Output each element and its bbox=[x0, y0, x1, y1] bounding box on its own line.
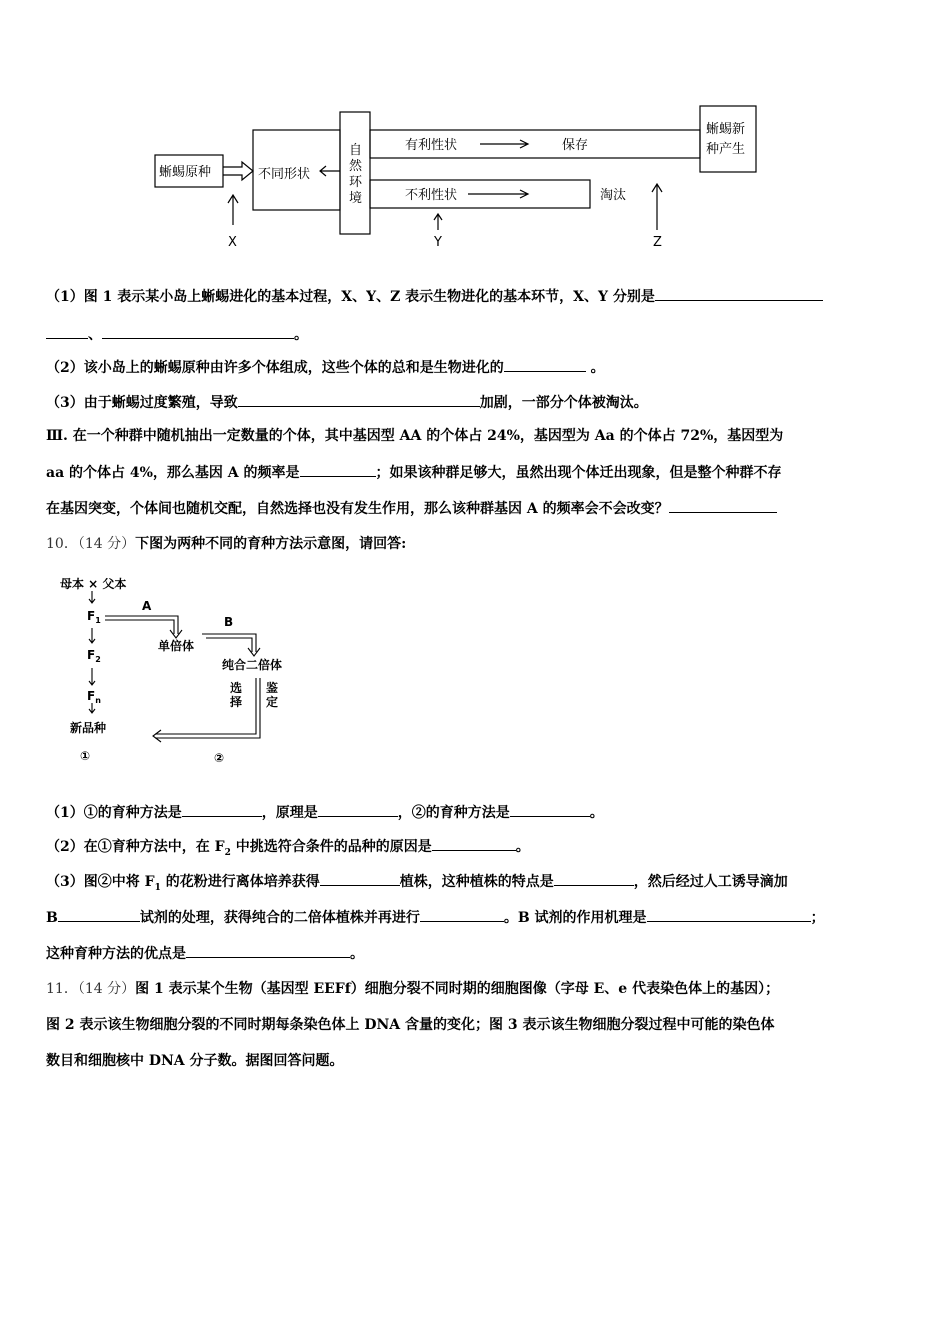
q10-p4-text-a: B bbox=[46, 910, 58, 926]
answer-blank[interactable] bbox=[58, 907, 140, 922]
answer-blank[interactable] bbox=[647, 907, 811, 922]
answer-blank[interactable] bbox=[655, 286, 823, 301]
homozygous-diploid-label: 纯合二倍体 bbox=[222, 658, 283, 672]
q9-III-text-b1: aa 的个体占 4%，那么基因 A 的频率是 bbox=[46, 465, 300, 481]
q10-p3-text-a: （3）图②中将 F bbox=[46, 874, 155, 890]
q11-number: 11．（14 分） bbox=[46, 981, 136, 997]
evolution-diagram bbox=[150, 100, 770, 260]
answer-blank[interactable] bbox=[186, 943, 350, 958]
q10-part3-line1 bbox=[46, 871, 906, 898]
q11-text-2: 图 2 表示该生物细胞分裂的不同时期每条染色体上 DNA 含量的变化；图 3 表示该生物细胞分裂过程中可能的染色体 bbox=[46, 1017, 775, 1033]
original-species-label: 蜥蜴原种 bbox=[159, 165, 212, 180]
favorable-label: 有利性状 bbox=[405, 138, 458, 153]
unfavorable-label: 不利性状 bbox=[405, 188, 458, 203]
q10-p2-text-c: 。 bbox=[515, 839, 530, 855]
eliminate-label: 淘汰 bbox=[600, 188, 627, 203]
different-traits-label: 不同形状 bbox=[258, 167, 311, 182]
q11-text-1: 图 1 表示某个生物（基因型 EEFf）细胞分裂不同时期的细胞图像（字母 E、e 代表染色体上的基因）； bbox=[135, 981, 780, 997]
answer-blank[interactable] bbox=[46, 324, 88, 339]
environment-label-3: 环 bbox=[349, 175, 363, 190]
q11-line1 bbox=[46, 979, 906, 999]
answer-blank[interactable] bbox=[320, 871, 400, 886]
q10-p3-text-d: ，然后经过人工诱导滴加 bbox=[633, 874, 788, 890]
answer-blank[interactable] bbox=[504, 357, 586, 372]
label-a: A bbox=[142, 599, 152, 613]
parents-label: 母本 × 父本 bbox=[60, 577, 127, 591]
q9-III-line3 bbox=[46, 498, 906, 519]
identify-label-1: 鉴 bbox=[266, 681, 279, 695]
environment-label-1: 自 bbox=[349, 143, 363, 158]
q10-p1-text-c: ，②的育种方法是 bbox=[397, 805, 510, 821]
q10-p5-text-a: 这种育种方法的优点是 bbox=[46, 946, 186, 962]
q11-line3 bbox=[46, 1051, 906, 1071]
breeding-diagram bbox=[50, 570, 310, 770]
answer-blank[interactable] bbox=[420, 907, 504, 922]
f1-label: $F_1$ bbox=[87, 609, 101, 625]
q9-p1-sep: 、 bbox=[88, 327, 102, 343]
new-species-label-2: 种产生 bbox=[706, 142, 746, 157]
q9-p1-end: 。 bbox=[294, 327, 308, 343]
q10-p2-text-b: 中挑选符合条件的品种的原因是 bbox=[230, 839, 432, 855]
q9-part1-line2 bbox=[46, 324, 906, 345]
q9-p1-text: （1）图 1 表示某小岛上蜥蜴进化的基本过程，X、Y、Z 表示生物进化的基本环节，X、Y 分别是 bbox=[46, 289, 655, 305]
identify-label-2: 定 bbox=[266, 695, 279, 709]
q10-p3-subscript: 1 bbox=[154, 882, 161, 893]
q10-p2-subscript: 2 bbox=[224, 847, 231, 858]
q9-III-text-c: 在基因突变，个体间也随机交配，自然选择也没有发生作用，那么该种群基因 A 的频率会不会改变？ bbox=[46, 501, 669, 517]
q9-p2-text: （2）该小岛上的蜥蜴原种由许多个体组成，这些个体的总和是生物进化的 bbox=[46, 360, 504, 376]
answer-blank[interactable] bbox=[300, 462, 376, 477]
q9-III-line1 bbox=[46, 426, 906, 446]
q10-p4-text-b: 试剂的处理，获得纯合的二倍体植株并再进行 bbox=[139, 910, 420, 926]
q10-p5-text-b: 。 bbox=[350, 946, 364, 962]
q10-p4-text-c: 。B 试剂的作用机理是 bbox=[503, 910, 647, 926]
q10-title: 下图为两种不同的育种方法示意图，请回答: bbox=[135, 536, 407, 552]
q10-p3-text-b: 的花粉进行离体培养获得 bbox=[160, 874, 320, 890]
q9-part3 bbox=[46, 392, 906, 413]
environment-label-4: 境 bbox=[349, 191, 363, 206]
method-2-label: ② bbox=[214, 751, 225, 765]
q9-p3-text: （3）由于蜥蜴过度繁殖，导致 bbox=[46, 395, 238, 411]
q10-number: 10．（14 分） bbox=[46, 536, 136, 552]
q10-p2-text-a: （2）在①育种方法中，在 F bbox=[46, 839, 225, 855]
answer-blank[interactable] bbox=[238, 392, 480, 407]
q11-line2 bbox=[46, 1015, 906, 1035]
f2-label: $F_2$ bbox=[87, 648, 101, 664]
q10-p3-text-c: 植株，这种植株的特点是 bbox=[399, 874, 554, 890]
q10-heading bbox=[46, 534, 906, 554]
q10-part1 bbox=[46, 802, 906, 823]
q10-p1-text-a: （1）①的育种方法是 bbox=[46, 805, 182, 821]
q9-III-line2 bbox=[46, 462, 906, 483]
new-species-label-1: 蜥蜴新 bbox=[706, 122, 746, 137]
environment-label-2: 然 bbox=[349, 159, 363, 174]
answer-blank[interactable] bbox=[318, 802, 398, 817]
new-variety-label: 新品种 bbox=[70, 721, 107, 735]
fn-label: $F_n$ bbox=[87, 689, 101, 705]
haploid-label: 单倍体 bbox=[158, 639, 195, 653]
q9-p2-end: 。 bbox=[585, 360, 605, 376]
method-1-label: ① bbox=[80, 749, 91, 763]
q9-III-text-b2: ；如果该种群足够大，虽然出现个体迁出现象，但是整个种群不存 bbox=[375, 465, 782, 481]
new-species-box bbox=[700, 106, 756, 172]
x-label: X bbox=[228, 235, 237, 250]
q9-part1-line1 bbox=[46, 286, 906, 307]
q10-p4-text-d: ； bbox=[810, 910, 825, 926]
q10-p1-text-d: 。 bbox=[589, 805, 604, 821]
q9-III-text-a: Ⅲ. 在一个种群中随机抽出一定数量的个体，其中基因型 AA 的个体占 24%，基因型为 Aa 的个体占 72%，基因型为 bbox=[46, 428, 784, 444]
label-b: B bbox=[224, 615, 234, 629]
answer-blank[interactable] bbox=[182, 802, 262, 817]
answer-blank[interactable] bbox=[432, 836, 516, 851]
answer-blank[interactable] bbox=[510, 802, 590, 817]
q9-part2 bbox=[46, 357, 906, 378]
q11-text-3: 数目和细胞核中 DNA 分子数。据图回答问题。 bbox=[46, 1053, 344, 1069]
q10-part3-line2 bbox=[46, 907, 906, 928]
answer-blank[interactable] bbox=[554, 871, 634, 886]
select-label-2: 择 bbox=[230, 695, 243, 709]
y-label: Y bbox=[434, 235, 442, 250]
answer-blank[interactable] bbox=[102, 324, 294, 339]
answer-blank[interactable] bbox=[669, 498, 777, 513]
q10-p1-text-b: ，原理是 bbox=[261, 805, 318, 821]
z-label: Z bbox=[653, 235, 662, 250]
q9-p3-end: 加剧，一部分个体被淘汰。 bbox=[479, 395, 648, 411]
q10-part2 bbox=[46, 836, 906, 863]
select-label-1: 选 bbox=[230, 681, 243, 695]
q10-part3-line3 bbox=[46, 943, 906, 964]
preserve-label: 保存 bbox=[562, 138, 589, 153]
